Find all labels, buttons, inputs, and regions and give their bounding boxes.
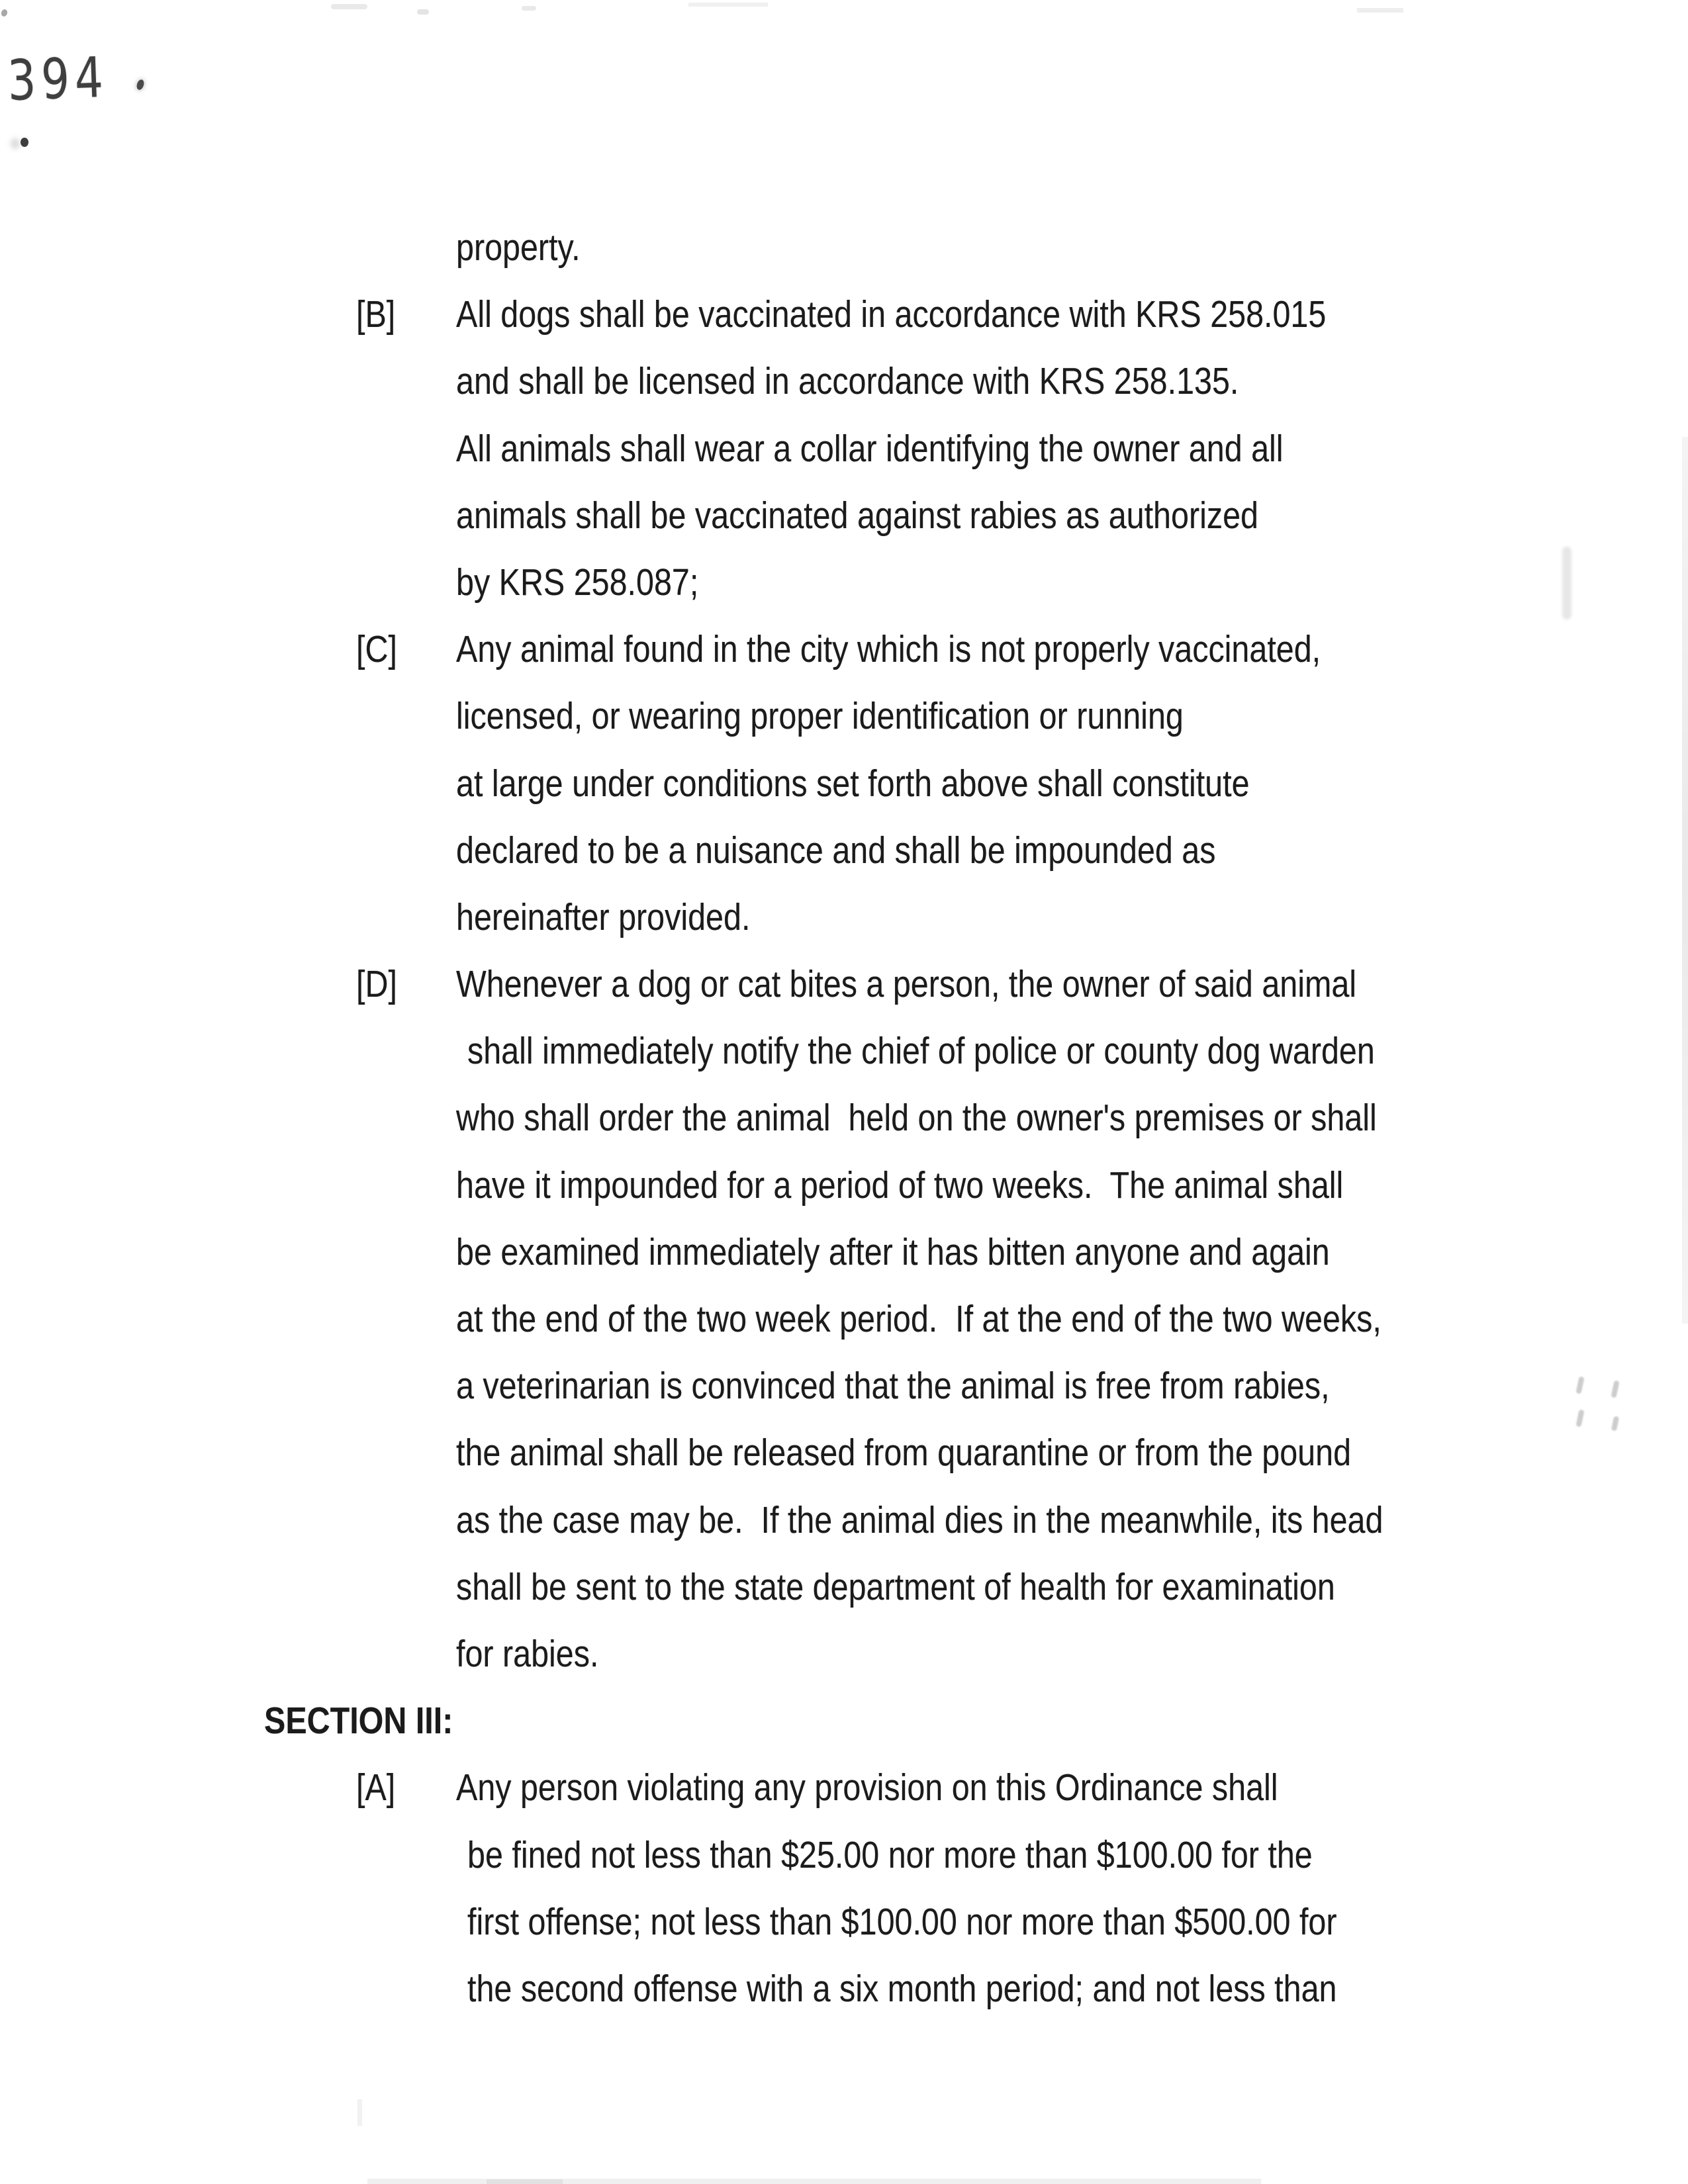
document-line (0, 1353, 1688, 1420)
document-line (0, 1487, 1688, 1554)
line-text: be examined immediately after it has bitten anyone and again (456, 1230, 1330, 1273)
paragraph-label: [A] (356, 1766, 396, 1809)
document-line (0, 1420, 1688, 1486)
document-line (0, 817, 1688, 884)
document-line (0, 214, 1688, 281)
handwritten-page-number: 394 (6, 44, 110, 113)
document-line (0, 348, 1688, 415)
line-text: at the end of the two week period. If at the end of the two weeks, (456, 1298, 1382, 1340)
line-text: shall be sent to the state department of health for examination (456, 1565, 1335, 1608)
scan-speck (1357, 8, 1403, 13)
line-text: hereinafter provided. (456, 895, 751, 938)
line-text: Any person violating any provision on this Ordinance shall (456, 1766, 1278, 1809)
line-text: Whenever a dog or cat bites a person, the owner of said animal (456, 963, 1357, 1006)
line-text: declared to be a nuisance and shall be impounded as (456, 829, 1216, 872)
line-text: Any animal found in the city which is not properly vaccinated, (456, 628, 1321, 671)
scan-speck (0, 9, 8, 17)
document-line (0, 1621, 1688, 1688)
scan-speck (688, 3, 768, 7)
paragraph-label: [C] (356, 628, 397, 671)
line-text: who shall order the animal held on the owner's premises or shall (456, 1097, 1377, 1140)
section-heading-line (0, 1688, 1688, 1754)
document-line (0, 751, 1688, 817)
document-line (0, 1554, 1688, 1621)
section-heading-text: SECTION III: (264, 1700, 453, 1743)
document-line (0, 1286, 1688, 1353)
document-line (0, 1754, 1688, 1821)
line-text: the animal shall be released from quarantine or from the pound (456, 1432, 1352, 1475)
document-line (0, 1085, 1688, 1152)
scan-edge-shadow (487, 2179, 563, 2184)
document-line (0, 549, 1688, 616)
line-text: as the case may be. If the animal dies in the meanwhile, its head (456, 1498, 1383, 1541)
line-text: the second offense with a six month period; and not less than (467, 1967, 1337, 2010)
scan-speck (417, 9, 429, 15)
document-line (0, 951, 1688, 1018)
document-line (0, 482, 1688, 549)
scan-speck (331, 4, 367, 9)
scan-speck (522, 6, 536, 11)
document-line (0, 416, 1688, 482)
pen-dot (136, 79, 145, 91)
document-line (0, 884, 1688, 951)
paragraph-label: [B] (356, 293, 396, 336)
line-text: have it impounded for a period of two weeks. The animal shall (456, 1163, 1344, 1206)
line-text: licensed, or wearing proper identification or running (456, 695, 1184, 738)
line-text: animals shall be vaccinated against rabies as authorized (456, 494, 1258, 537)
document-body (0, 214, 1688, 2023)
document-line (0, 1152, 1688, 1219)
document-line (0, 1219, 1688, 1286)
document-line (0, 1956, 1688, 2023)
line-text: All animals shall wear a collar identifying the owner and all (456, 427, 1284, 470)
document-line (0, 1822, 1688, 1889)
line-text: a veterinarian is convinced that the animal is free from rabies, (456, 1365, 1330, 1408)
document-line (0, 281, 1688, 348)
line-text: be fined not less than $25.00 nor more than $100.00 for the (467, 1833, 1313, 1876)
line-text: first offense; not less than $100.00 nor more than $500.00 for (467, 1900, 1337, 1943)
line-text: by KRS 258.087; (456, 561, 699, 604)
line-text: for rabies. (456, 1632, 599, 1675)
line-text: shall immediately notify the chief of police or county dog warden (467, 1030, 1375, 1073)
line-text: property. (456, 226, 581, 269)
scan-smudge (357, 2099, 362, 2126)
line-text: and shall be licensed in accordance with KRS 258.135. (456, 360, 1239, 403)
document-line (0, 616, 1688, 683)
document-line (0, 683, 1688, 750)
pen-dot (21, 138, 28, 147)
paragraph-label: [D] (356, 963, 397, 1006)
document-line (0, 1889, 1688, 1956)
line-text: All dogs shall be vaccinated in accordance with KRS 258.015 (456, 293, 1327, 336)
document-line (0, 1018, 1688, 1085)
line-text: at large under conditions set forth above shall constitute (456, 762, 1250, 805)
